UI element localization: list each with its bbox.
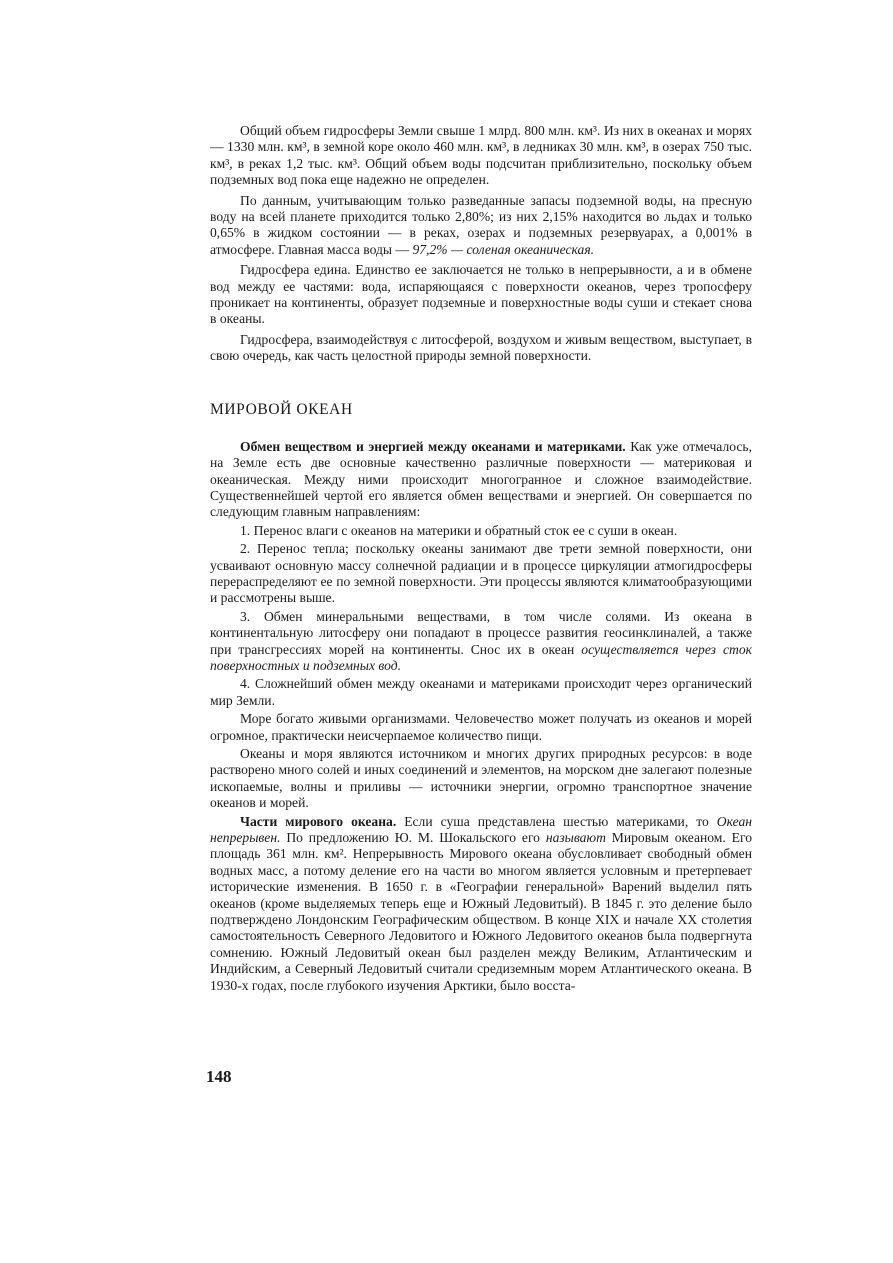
paragraph-text: Как уже отмечалось, на Земле есть две основные качественно различные поверхности — материковая и океаническая. Между ними происходит многогранное и сложное взаимодействие. Существеннейшей чертой его является обмен веществами и энергией. Он совершается по следующим главным направлениям:	[210, 438, 753, 520]
italic-text: Океан непрерывен.	[210, 813, 752, 846]
list-item: 1. Перенос влаги с океанов на материки и обратный сток ее с суши в океан.	[240, 522, 678, 538]
paragraph-text: По предложению Ю. М. Шокальского его	[280, 830, 546, 846]
italic-text: осуществляется через сток поверхностных и подземных вод.	[210, 641, 752, 673]
paragraph-text: Если суша представлена шестью материками, то	[396, 813, 717, 829]
bold-lead: Обмен веществом и энергией между океанами и материками.	[240, 438, 626, 454]
list-item	[210, 609, 752, 675]
bold-lead: Части мирового океана.	[240, 813, 397, 829]
hydrosphere-section	[210, 123, 752, 365]
italic-text: называют	[545, 830, 606, 846]
paragraph-text: Мировым океаном. Его площадь 361 млн. км². Непрерывность Мирового океана обусловливает свободный обмен водных масс, а потому деление его на части во многом является условным и претерпевает исторические изменения. В 1650 г. в «Географии генеральной» Варений выделил пять океанов (кроме выделяемых теперь еще и Южный Ледовитый). В 1845 г. это деление было подтверждено Лондонским Географическим обществом. В конце XIX и начале XX столетия самостоятельность Северного Ледовитого и Южного Ледовитого океанов была подвергнута сомнению. Южный Ледовитый океан был разделен между Великим, Атлантическим и Индийским, а Северный Ледовитый считали средиземным морем Атлантического океана. В 1930-х годах, после глубокого изучения Арктики, было восста-	[210, 830, 752, 993]
paragraph: Море богато живыми организмами. Человечество может получать из океанов и морей огромное, практически неисчерпаемое количество пищи.	[210, 711, 752, 743]
paragraph	[210, 439, 752, 521]
paragraph: Гидросфера едина. Единство ее заключается не только в непрерывности, а и в обмене вод между ее частями: вода, испаряющаяся с поверхности океанов, через тропосферу проникает на континенты, образует подземные и поверхностные воды суши и стекает снова в океаны.	[210, 262, 752, 327]
paragraph	[210, 193, 752, 259]
paragraph: Гидросфера, взаимодействуя с литосферой, воздухом и живым веществом, выступает, в свою очередь, как часть целостной природы земной поверхности.	[210, 331, 752, 364]
world-ocean-section	[210, 439, 752, 994]
list-item: 4. Сложнейший обмен между океанами и материками происходит через органический мир Земли.	[210, 676, 752, 708]
section-heading: МИРОВОЙ ОКЕАН	[210, 400, 353, 418]
page-body	[210, 123, 752, 996]
paragraph	[210, 814, 752, 994]
paragraph-text: По данным, учитывающим только разведанные запасы подземной воды, на пресную воду на всей планете приходится только 2,80%; из них 2,15% находится во льдах и только 0,65% в жидком состоянии — в реках, озерах и подземных резервуарах, а 0,001% в атмосфере. Главная масса воды —	[210, 192, 752, 257]
paragraph: Океаны и моря являются источником и многих других природных ресурсов: в воде растворено много солей и иных соединений и элементов, на морском дне залегают полезные ископаемые, волны и приливы — источники энергии, огромно транспортное значение океанов и морей.	[210, 746, 752, 811]
paragraph-text: 3. Обмен минеральными веществами, в том числе солями. Из океана в континентальную литосферу они попадают в процессе развития геосинклиналей, а также при трансгрессиях морей на континенты. Снос их в океан	[210, 608, 752, 657]
page-number: 148	[206, 1067, 232, 1086]
paragraph: Общий объем гидросферы Земли свыше 1 млрд. 800 млн. км³. Из них в океанах и морях — 1330 млн. км³, в земной коре около 460 млн. км³, в ледниках 30 млн. км³, в озерах 750 тыс. км³, в реках 1,2 тыс. км³. Общий объем воды подсчитан приблизительно, поскольку объем подземных вод пока еще надежно не определен.	[210, 123, 752, 188]
list-item: 2. Перенос тепла; поскольку океаны занимают две трети земной поверхности, они усваивают основную массу солнечной радиации и в процессе циркуляции атмогидросферы перераспределяют ее по земной поверхности. Эти процессы являются климатообразующими и рассмотрены выше.	[210, 541, 752, 606]
italic-text: 97,2% — соленая океаническая.	[412, 241, 595, 257]
